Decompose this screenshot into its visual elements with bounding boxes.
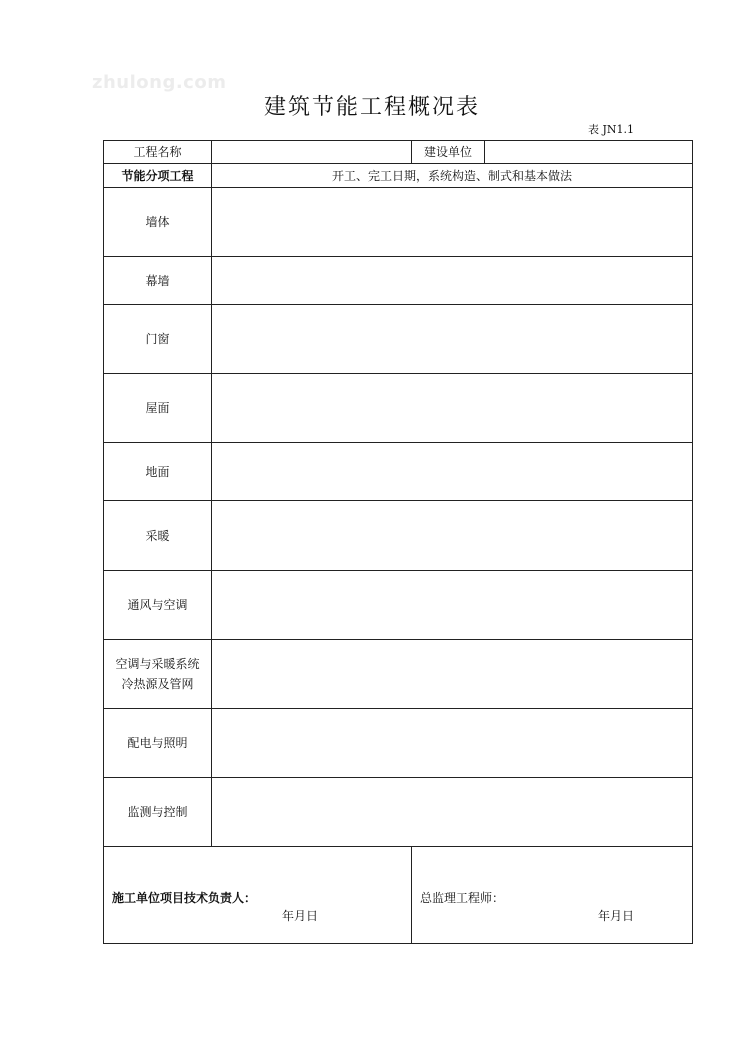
row-label-wall: 墙体 — [104, 188, 212, 257]
row-label-power-lighting: 配电与照明 — [104, 709, 212, 778]
contractor-signature-date: 年月日 — [282, 909, 319, 923]
table-row — [104, 188, 693, 257]
overview-form-table — [103, 140, 693, 944]
watermark: zhulong.com — [92, 72, 227, 93]
table-row — [104, 640, 693, 709]
row-label-roof: 屋面 — [104, 374, 212, 443]
row-content-doors-windows[interactable] — [212, 305, 693, 374]
sub-header-row — [104, 164, 693, 188]
description-label: 开工、完工日期，系统构造、制式和基本做法 — [212, 164, 693, 188]
row-label-monitoring-control: 监测与控制 — [104, 778, 212, 847]
table-row — [104, 257, 693, 305]
client-field[interactable] — [485, 141, 693, 164]
table-row — [104, 305, 693, 374]
project-name-field[interactable] — [212, 141, 412, 164]
row-label-curtain-wall: 幕墙 — [104, 257, 212, 305]
row-content-curtain-wall[interactable] — [212, 257, 693, 305]
row-content-power-lighting[interactable] — [212, 709, 693, 778]
row-label-heat-source-line2: 冷热源及管网 — [121, 677, 194, 691]
table-row — [104, 501, 693, 571]
supervisor-signature-label: 总监理工程师： — [420, 891, 505, 905]
header-row — [104, 141, 693, 164]
client-label: 建设单位 — [412, 141, 485, 164]
row-label-heating: 采暖 — [104, 501, 212, 571]
form-number: 表 JN1.1 — [587, 123, 634, 136]
row-content-heating[interactable] — [212, 501, 693, 571]
row-label-heat-source-line1: 空调与采暖系统 — [115, 657, 200, 671]
page-title: 建筑节能工程概况表 — [263, 95, 480, 120]
signature-row — [104, 847, 693, 944]
row-label-floor: 地面 — [104, 443, 212, 501]
contractor-signature-label: 施工单位项目技术负责人： — [112, 891, 257, 905]
row-label-heat-source — [104, 640, 212, 709]
category-label: 节能分项工程 — [104, 164, 212, 188]
table-row — [104, 374, 693, 443]
table-row — [104, 571, 693, 640]
table-row — [104, 709, 693, 778]
project-name-label: 工程名称 — [104, 141, 212, 164]
supervisor-signature-cell[interactable] — [412, 847, 693, 944]
table-row — [104, 778, 693, 847]
supervisor-signature-date: 年月日 — [598, 909, 635, 923]
row-content-monitoring-control[interactable] — [212, 778, 693, 847]
row-label-ventilation-ac: 通风与空调 — [104, 571, 212, 640]
table-row — [104, 443, 693, 501]
row-content-wall[interactable] — [212, 188, 693, 257]
row-label-doors-windows: 门窗 — [104, 305, 212, 374]
row-content-ventilation-ac[interactable] — [212, 571, 693, 640]
row-content-floor[interactable] — [212, 443, 693, 501]
row-content-roof[interactable] — [212, 374, 693, 443]
contractor-signature-cell[interactable] — [104, 847, 412, 944]
row-content-heat-source[interactable] — [212, 640, 693, 709]
